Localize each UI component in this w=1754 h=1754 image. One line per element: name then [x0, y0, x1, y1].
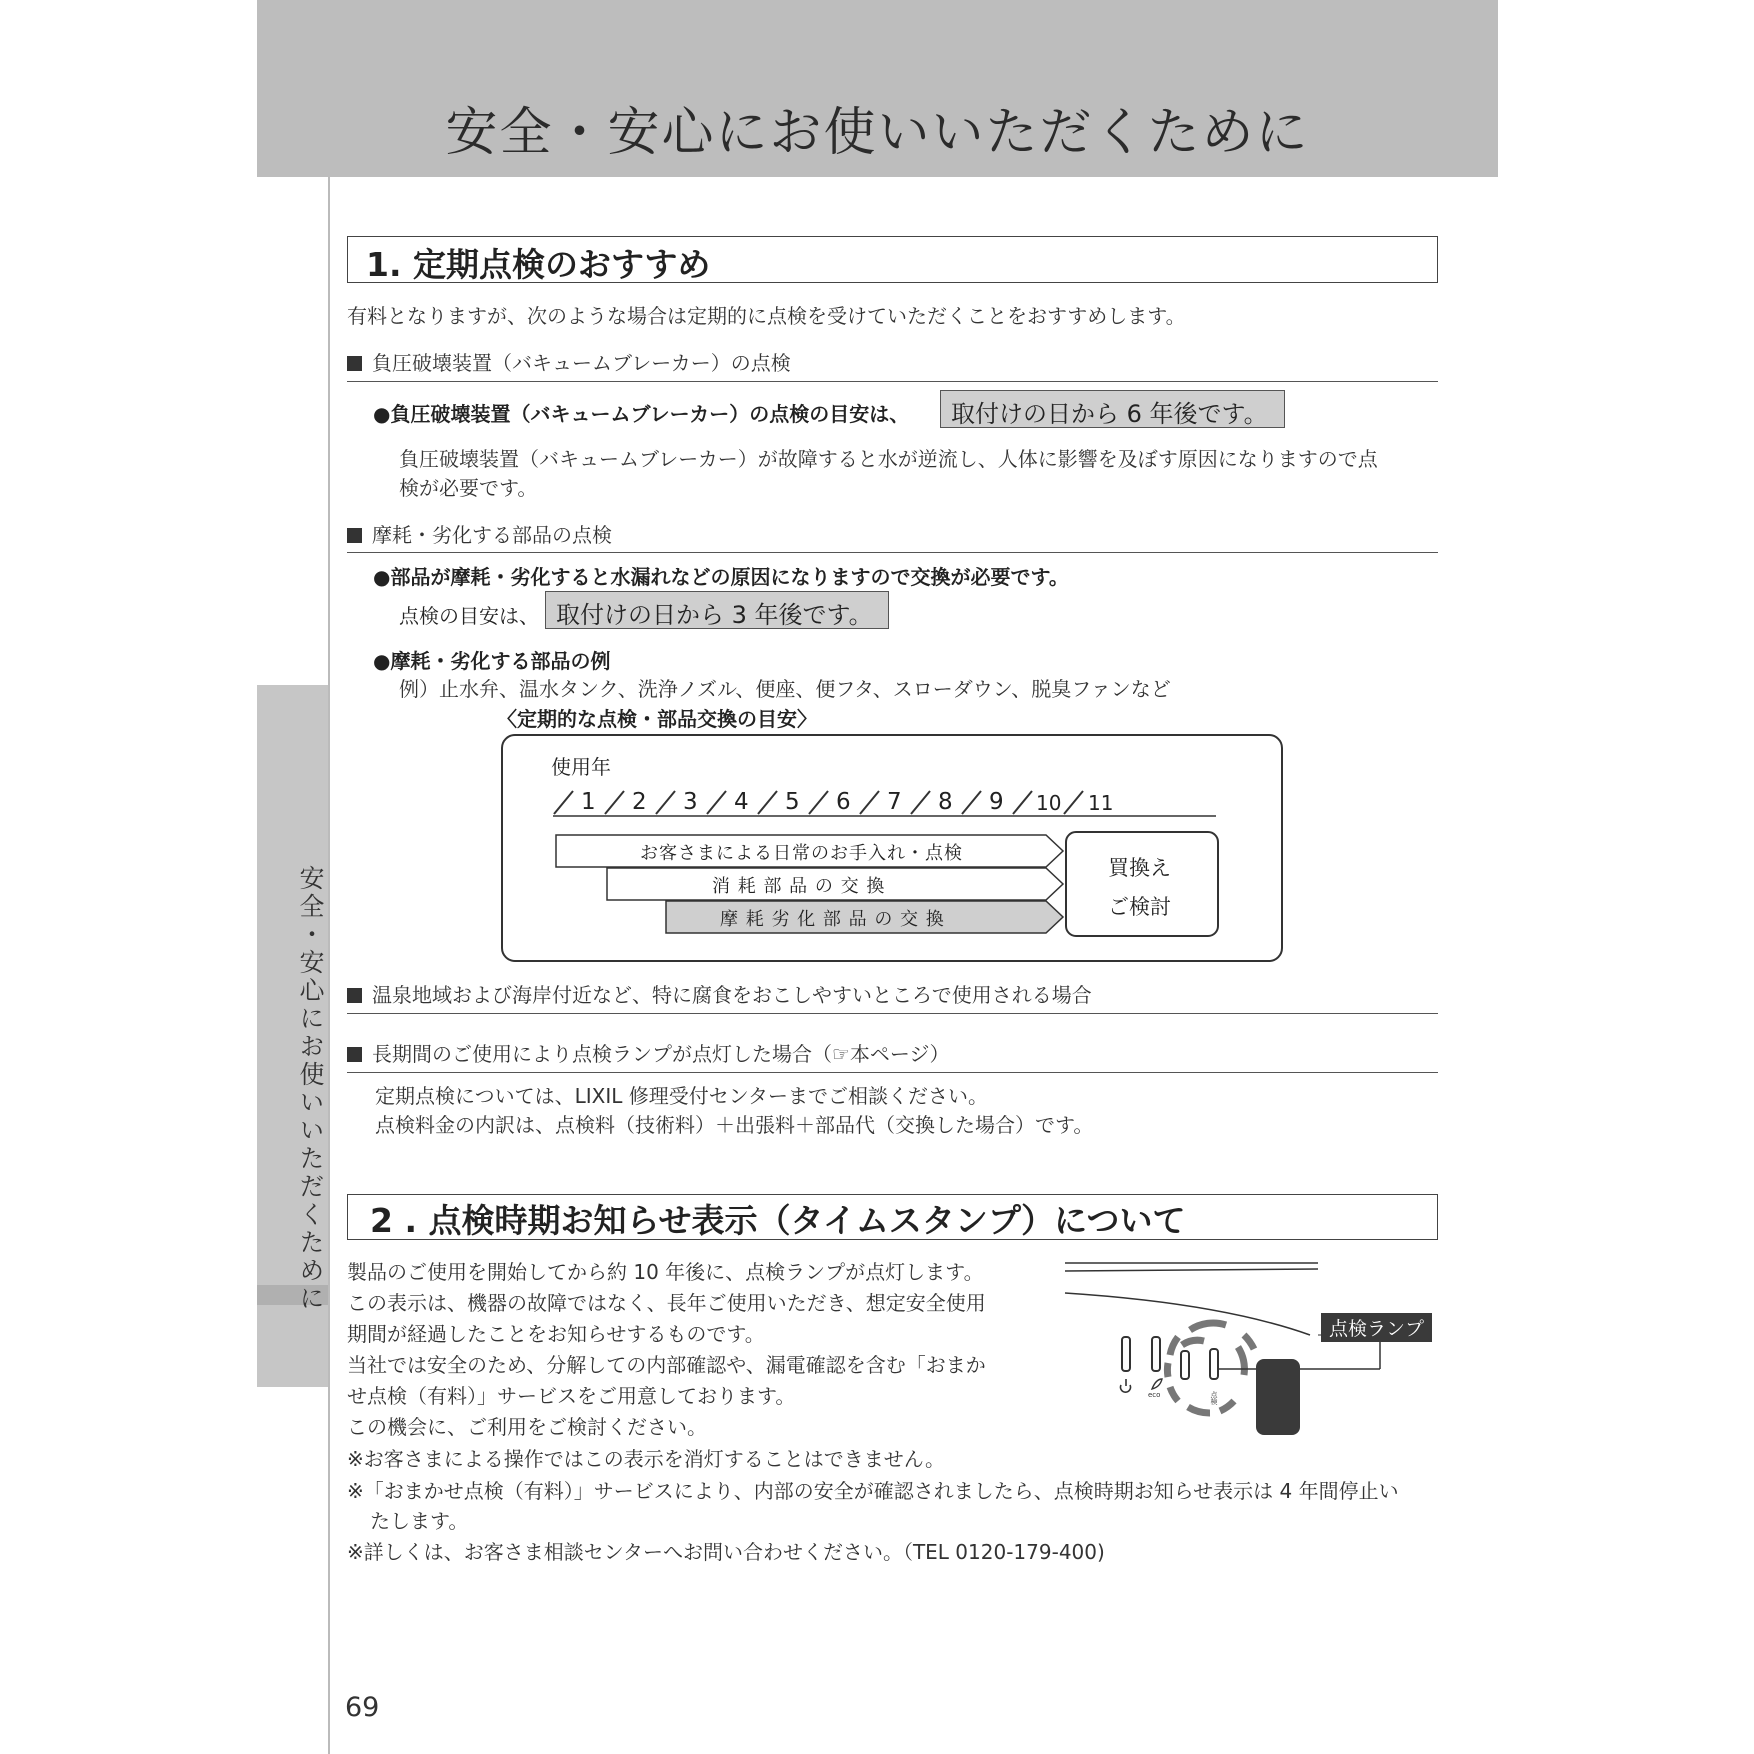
arrow-wear-parts-label: 摩 耗 劣 化 部 品 の 交 換 — [720, 909, 945, 930]
section2-line-5: せ点検（有料）」サービスをご用意しております。 — [347, 1384, 796, 1408]
arrow-daily-care-label: お客さまによる日常のお手入れ・点検 — [640, 843, 963, 864]
check-lamp-indicator — [1210, 1349, 1218, 1379]
item3-rule — [347, 1013, 1438, 1014]
leaf-icon — [1152, 1379, 1162, 1389]
check-lamp-label: 点検ランプ — [1321, 1313, 1432, 1342]
square-bullet-icon — [347, 1047, 362, 1062]
section1-title: 1. 定期点検のおすすめ — [366, 245, 711, 284]
power-indicator — [1122, 1337, 1130, 1371]
schedule-year-label: 使用年 — [551, 755, 611, 779]
year-11: 11 — [1088, 791, 1114, 815]
item4-heading: 長期間のご使用により点検ランプが点灯した場合（☞本ページ） — [347, 1038, 950, 1067]
section2-note-3: たします。 — [370, 1509, 469, 1533]
year-5: 5 — [785, 789, 800, 815]
item4-note-line2: 点検料金の内訳は、点検料（技術料）＋出張料＋部品代（交換した場合）です。 — [375, 1113, 1094, 1137]
section2-line-3: 期間が経過したことをお知らせするものです。 — [347, 1322, 765, 1346]
year-6: 6 — [836, 789, 851, 815]
section2-line-4: 当社では安全のため、分解しての内部確認や、漏電確認を含む「おまか — [347, 1353, 986, 1377]
page-title: 安全・安心にお使いいただくために — [445, 103, 1310, 163]
year-8: 8 — [938, 789, 953, 815]
year-1: 1 — [581, 789, 596, 815]
item4-note-line1: 定期点検については、LIXIL 修理受付センターまでご相談ください。 — [375, 1084, 988, 1108]
side-tab-label: 安全・安心にお使いいただくために — [296, 865, 325, 1313]
item2-highlight: 取付けの日から 3 年後です。 — [545, 591, 889, 629]
section2-line-6: この機会に、ご利用をご検討ください。 — [347, 1415, 707, 1439]
item2-example-heading: ●摩耗・劣化する部品の例 — [373, 649, 611, 673]
item1-rule — [347, 381, 1438, 382]
left-rule — [328, 177, 330, 1754]
section2-note-2: ※「おまかせ点検（有料）」サービスにより、内部の安全が確認されましたら、点検時期お知らせ表示は 4 年間停止い — [347, 1479, 1399, 1503]
item3-heading: 温泉地域および海岸付近など、特に腐食をおこしやすいところで使用される場合 — [347, 979, 1092, 1008]
eco-indicator — [1152, 1337, 1160, 1371]
schedule-title: 〈定期的な点検・部品交換の目安〉 — [497, 707, 817, 731]
section2-line-2: この表示は、機器の故障ではなく、長年ご使用いただき、想定安全使用 — [347, 1291, 986, 1315]
item1-note-line1: 負圧破壊装置（バキュームブレーカー）が故障すると水が逆流し、人体に影響を及ぼす原因になりますので点 — [399, 447, 1378, 471]
item4-rule — [347, 1072, 1438, 1073]
square-bullet-icon — [347, 528, 362, 543]
knob — [1256, 1359, 1300, 1435]
year-9: 9 — [989, 789, 1004, 815]
arrow-consumables-label: 消 耗 部 品 の 交 換 — [712, 876, 886, 897]
power-icon — [1121, 1379, 1131, 1392]
item1-note-line2: 検が必要です。 — [399, 476, 538, 500]
square-bullet-icon — [347, 356, 362, 371]
section2-note-4: ※詳しくは、お客さま相談センターへお問い合わせください。（TEL 0120-179-400) — [347, 1540, 1105, 1564]
year-7: 7 — [887, 789, 902, 815]
section2-line-1: 製品のご使用を開始してから約 10 年後に、点検ランプが点灯します。 — [347, 1260, 984, 1284]
year-3: 3 — [683, 789, 698, 815]
item1-highlight: 取付けの日から 6 年後です。 — [940, 390, 1285, 428]
year-4: 4 — [734, 789, 749, 815]
item2-heading: 摩耗・劣化する部品の点検 — [347, 519, 612, 548]
page-number: 69 — [345, 1692, 380, 1723]
item1-heading: 負圧破壊装置（バキュームブレーカー）の点検 — [347, 347, 791, 376]
replace-box-line2: ご検討 — [1108, 895, 1171, 919]
section2-title: 2 . 点検時期お知らせ表示（タイムスタンプ）について — [370, 1201, 1186, 1240]
year-10: 10 — [1036, 791, 1062, 815]
year-2: 2 — [632, 789, 647, 815]
item2-example-text: 例）止水弁、温水タンク、洗浄ノズル、便座、便フタ、スローダウン、脱臭ファンなど — [399, 677, 1171, 701]
check-lamp-icon-label: 点検 — [1210, 1391, 1218, 1405]
mid-indicator — [1181, 1351, 1189, 1379]
eco-icon-label: eco — [1148, 1391, 1161, 1399]
item2-guide-prefix: 点検の目安は、 — [399, 604, 539, 628]
replace-box-line1: 買換え — [1108, 856, 1171, 880]
section2-note-1: ※お客さまによる操作ではこの表示を消灯することはできません。 — [347, 1447, 945, 1471]
item2-rule — [347, 552, 1438, 553]
square-bullet-icon — [347, 988, 362, 1003]
item2-bullet: ●部品が摩耗・劣化すると水漏れなどの原因になりますので交換が必要です。 — [373, 565, 1069, 589]
item1-bullet: ●負圧破壊装置（バキュームブレーカー）の点検の目安は、 — [373, 402, 910, 426]
lamp-figure — [1060, 1255, 1440, 1435]
section1-intro: 有料となりますが、次のような場合は定期的に点検を受けていただくことをおすすめします。 — [347, 304, 1186, 328]
